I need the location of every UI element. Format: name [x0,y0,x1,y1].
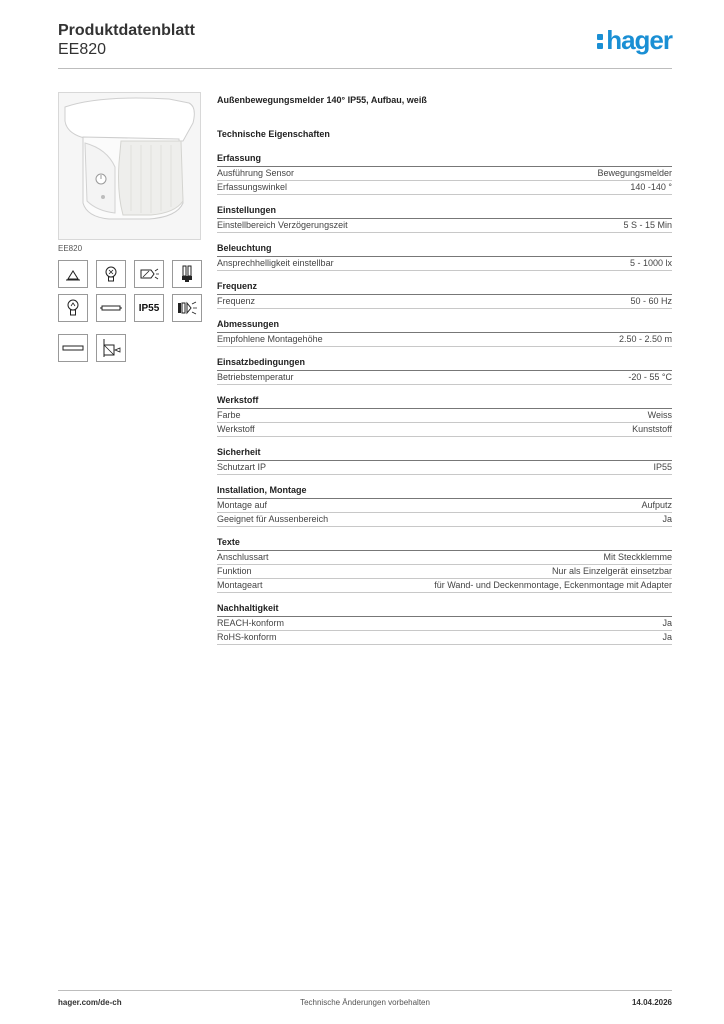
spec-section [217,395,672,437]
footer-website: hager.com/de-ch [58,998,122,1007]
spec-row [217,257,672,271]
spec-key: Farbe [217,410,241,420]
section-title: Beleuchtung [217,243,672,257]
spec-key: Betriebstemperatur [217,372,294,382]
spec-key: Einstellbereich Verzögerungszeit [217,220,348,230]
spec-value: 5 - 1000 lx [629,258,672,268]
product-description: Außenbewegungsmelder 140° IP55, Aufbau, weiß [217,95,427,105]
ip55-label: IP55 [138,302,160,314]
spec-section [217,281,672,309]
spec-sections [217,153,672,645]
spec-key: Werkstoff [217,424,255,434]
energy-saving-lamp-icon [172,260,202,288]
section-title: Nachhaltigkeit [217,603,672,617]
spec-value: Bewegungsmelder [597,168,672,178]
footer-disclaimer: Technische Änderungen vorbehalten [300,998,430,1007]
image-caption: EE820 [58,244,83,253]
spec-row [217,167,672,181]
document-title: Produktdatenblatt [58,22,195,39]
incandescent-bulb-icon [58,294,88,322]
spec-content [217,95,672,645]
spec-section [217,205,672,233]
spec-value: Ja [662,514,672,524]
page-header [58,20,672,70]
spec-key: REACH-konform [217,618,285,628]
spec-row [217,295,672,309]
product-image [58,92,201,240]
spec-value: für Wand- und Deckenmontage, Eckenmontage mit Adapter [434,580,672,590]
spec-section [217,357,672,385]
product-code: EE820 [58,41,107,58]
spec-row [217,409,672,423]
spec-value: Ja [662,632,672,642]
section-title: Einsatzbedingungen [217,357,672,371]
ip55-icon [134,294,164,322]
spec-value: 2.50 - 2.50 m [618,334,672,344]
footer-date: 14.04.2026 [631,998,672,1007]
spec-value: -20 - 55 °C [628,372,672,382]
spec-key: Ansprechhelligkeit einstellbar [217,258,334,268]
spec-value: 50 - 60 Hz [630,296,672,306]
section-title: Texte [217,537,672,551]
spec-key: Schutzart IP [217,462,267,472]
header-divider [58,68,672,69]
spec-key: Erfassungswinkel [217,182,288,192]
logo-text: hager [606,25,672,55]
spec-value: Ja [662,618,672,628]
spec-key: Geeignet für Aussenbereich [217,514,329,524]
section-title: Einstellungen [217,205,672,219]
spec-row [217,423,672,437]
spec-row [217,551,672,565]
spec-section [217,603,672,645]
ceiling-mount-icon [58,260,88,288]
spec-key: Funktion [217,566,252,576]
spec-section [217,537,672,593]
spec-value: Weiss [647,410,672,420]
spec-row [217,333,672,347]
tech-properties-heading: Technische Eigenschaften [217,129,330,139]
spec-section [217,319,672,347]
spec-value: Mit Steckklemme [603,552,672,562]
fluorescent-tube-icon [96,294,126,322]
spec-key: RoHS-konform [217,632,277,642]
spec-row [217,617,672,631]
spec-row [217,513,672,527]
section-title: Werkstoff [217,395,672,409]
spec-row [217,461,672,475]
spec-row [217,565,672,579]
spec-value: Nur als Einzelgerät einsetzbar [551,566,672,576]
section-title: Erfassung [217,153,672,167]
spec-section [217,447,672,475]
spec-key: Montage auf [217,500,268,510]
spec-row [217,219,672,233]
spec-row [217,371,672,385]
spec-section [217,153,672,195]
spec-key: Frequenz [217,296,256,306]
hager-logo [595,26,672,54]
section-title: Sicherheit [217,447,672,461]
led-lamp-icon [172,294,202,322]
tube-lamp-icon [58,334,88,362]
spec-value: IP55 [653,462,672,472]
spec-row [217,631,672,645]
section-title: Frequenz [217,281,672,295]
spec-value: 140 -140 ° [630,182,672,192]
spec-row [217,579,672,593]
spec-key: Anschlussart [217,552,269,562]
spec-row [217,499,672,513]
spec-value: Kunststoff [632,424,672,434]
footer-divider [58,990,672,991]
spec-value: 5 S - 15 Min [623,220,672,230]
section-title: Abmessungen [217,319,672,333]
section-title: Installation, Montage [217,485,672,499]
halogen-lamp-icon [134,260,164,288]
spec-key: Montageart [217,580,263,590]
spec-key: Ausführung Sensor [217,168,295,178]
logo-colon-mark [595,28,605,52]
lamp-icon [96,260,126,288]
spec-key: Empfohlene Montagehöhe [217,334,323,344]
spec-section [217,243,672,271]
spec-row [217,181,672,195]
spec-value: Aufputz [641,500,672,510]
wall-mount-icon [96,334,126,362]
spec-section [217,485,672,527]
